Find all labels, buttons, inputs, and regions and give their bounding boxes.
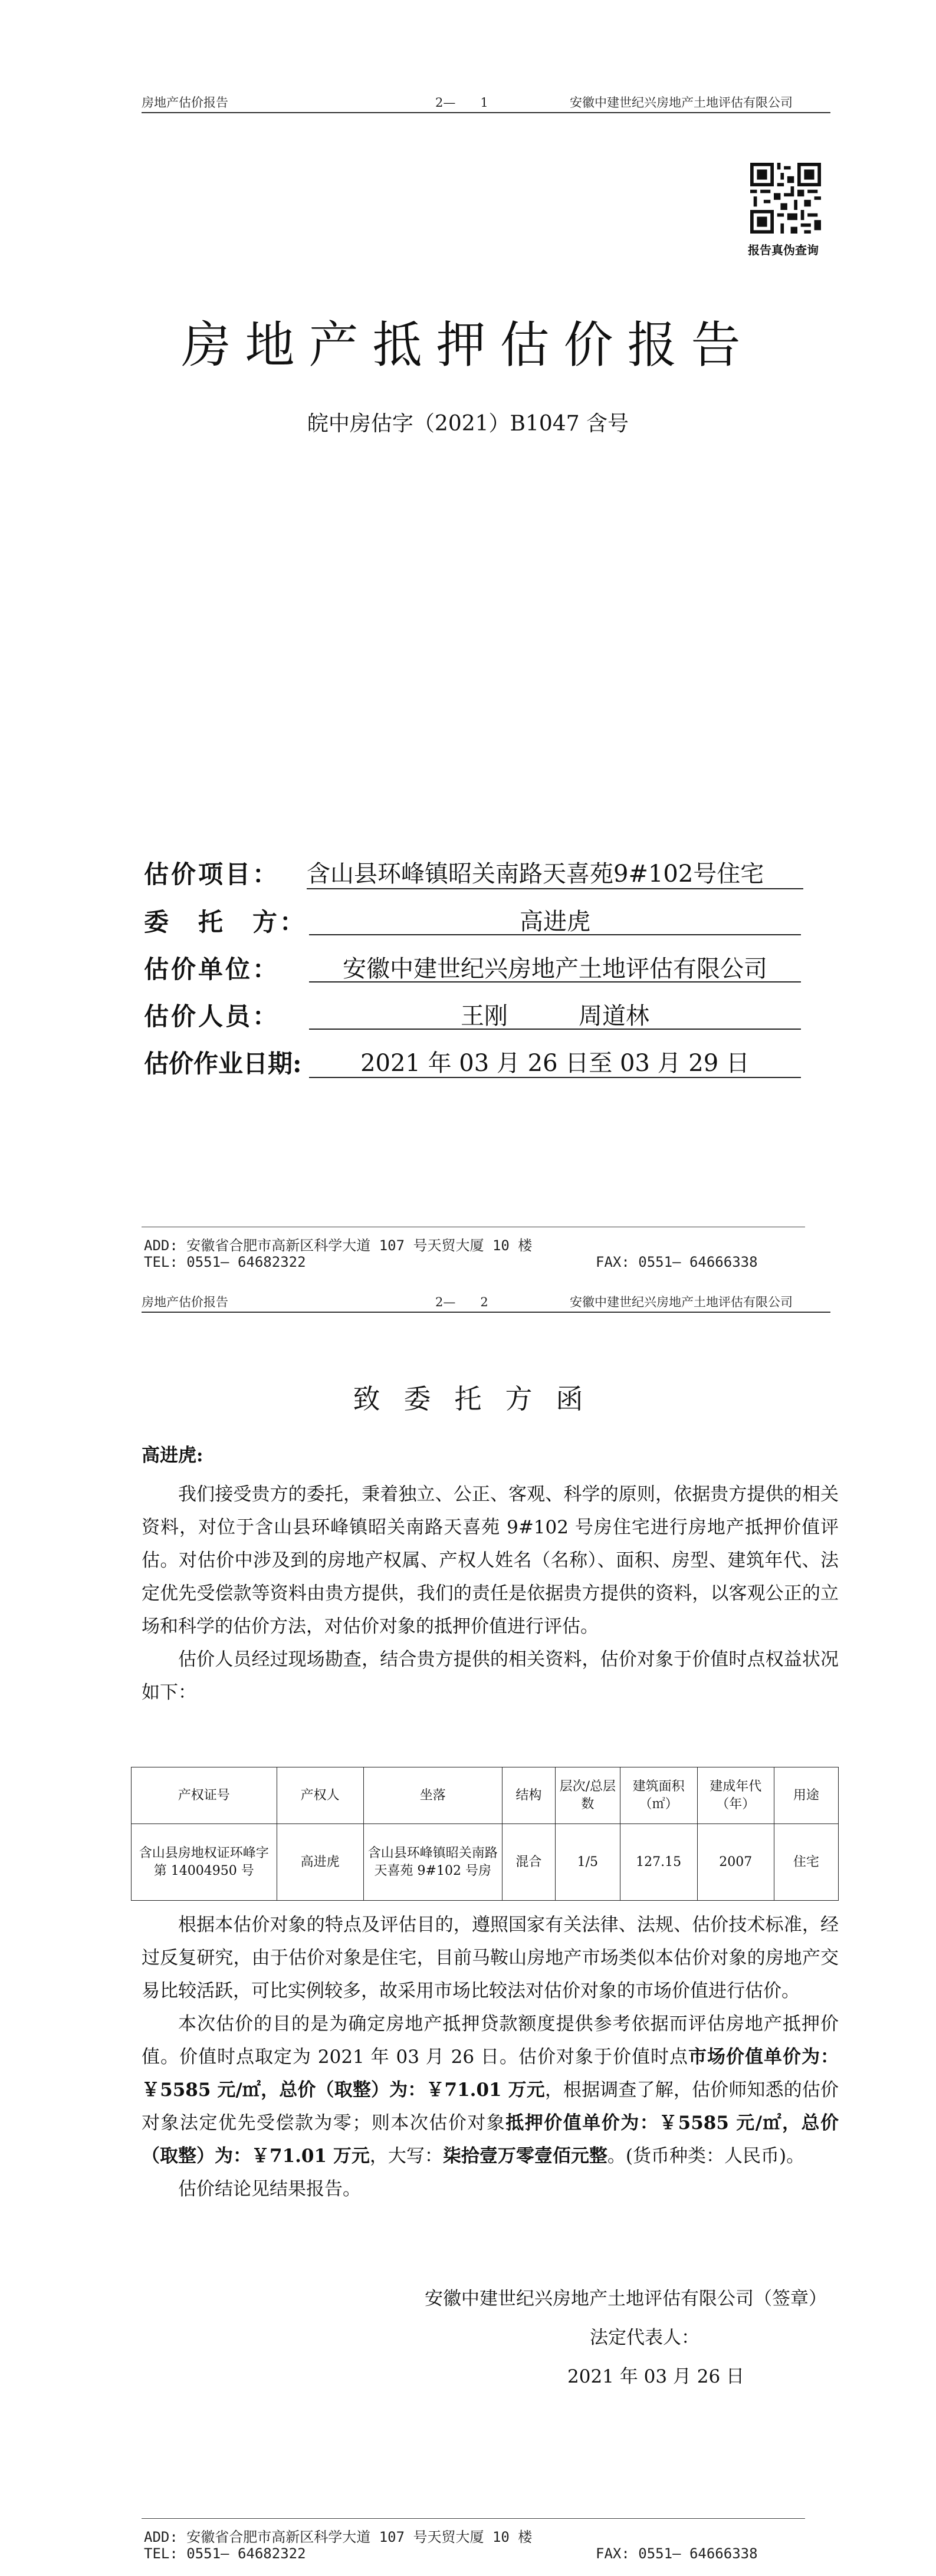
table-cell: 127.15 <box>620 1824 697 1901</box>
table-header-row <box>132 1767 839 1824</box>
field-underline <box>309 934 801 935</box>
document-number: 皖中房估字（2021）B1047 含号 <box>307 412 629 436</box>
market-value-text: 市场价值单价为：￥5585 元/㎡，总价（取整）为：￥71.01 万元 <box>142 2046 839 2101</box>
field-value-client: 高进虎 <box>520 908 590 935</box>
header-page-number: 2— 2 <box>435 1295 488 1309</box>
table-row <box>132 1824 839 1901</box>
table-header-cell: 层次/总层数 <box>555 1767 620 1824</box>
table-cell: 混合 <box>502 1824 555 1901</box>
field-underline <box>307 888 803 889</box>
report-title: 房地产抵押估价报告 <box>181 316 755 374</box>
field-label-project: 估价项目： <box>144 860 280 889</box>
paragraph-method: 根据本估价对象的特点及评估目的，遵照国家有关法律、法规、估价技术标准，经过反复研究，由于估价对象是住宅，目前马鞍山房地产市场类似本估价对象的房地产交易比较活跃，可比实例较多，故采用市场比较法对估价对象的市场价值进行估价。 <box>142 1914 839 2002</box>
header-left: 房地产估价报告 <box>142 96 228 110</box>
field-value-appraisers: 王刚 周道林 <box>461 1003 649 1030</box>
qr-code <box>750 163 821 236</box>
table-cell: 含山县环峰镇昭关南路天喜苑 9#102 号房 <box>363 1824 502 1901</box>
table-cell: 含山县房地权证环峰字第 14004950 号 <box>132 1824 277 1901</box>
letter-body-continued <box>142 1908 839 2206</box>
footer-address: ADD: 安徽省合肥市高新区科学大道 107 号天贸大厦 10 楼 <box>144 1237 533 1254</box>
header-page-number: 2— 1 <box>435 96 488 110</box>
paragraph-inspection: 估价人员经过现场勘查，结合贵方提供的相关资料，估价对象于价值时点权益状况如下： <box>142 1649 839 1703</box>
field-label-work-date: 估价作业日期: <box>144 1049 302 1078</box>
table-header-cell: 建成年代（年） <box>697 1767 774 1824</box>
header-right: 安徽中建世纪兴房地产土地评估有限公司 <box>570 1295 793 1309</box>
field-label-appraisers: 估价人员： <box>144 1002 280 1031</box>
table-cell: 2007 <box>697 1824 774 1901</box>
amount-in-words: 柒拾壹万零壹佰元整 <box>442 2145 607 2167</box>
footer-rule <box>142 2518 805 2519</box>
header-rule <box>142 1312 830 1313</box>
property-summary-table <box>131 1767 839 1901</box>
header-rule <box>142 112 830 113</box>
footer-tel: TEL: 0551— 64682322 <box>144 2545 306 2562</box>
paragraph-conclusion: 本次估价的目的是为确定房地产抵押贷款额度提供参考依据而评估房地产抵押价值。价值时点取定为 2021 年 03 月 26 日。估价对象于价值时点市场价值单价为：￥5585 元/㎡，总价（取整）为：￥71.01 万元，根据调查了解，估价师知悉的估价对象法定优先受偿款为零；则本次估价对象抵押价值单价为：￥5585 元/㎡，总价（取整）为：￥71.01 万元，大写：柒拾壹万零壹佰元整。(货币种类：人民币)。 <box>142 2013 839 2167</box>
paragraph-see-report: 估价结论见结果报告。 <box>178 2179 361 2200</box>
table-header-cell: 产权人 <box>277 1767 363 1824</box>
field-underline <box>309 981 801 983</box>
field-label-client: 委 托 方： <box>144 908 307 937</box>
header-right: 安徽中建世纪兴房地产土地评估有限公司 <box>570 96 793 110</box>
header-left: 房地产估价报告 <box>142 1295 228 1309</box>
field-underline <box>309 1029 801 1030</box>
paragraph-engagement: 我们接受贵方的委托，秉着独立、公正、客观、科学的原则，依据贵方提供的相关资料，对位于含山县环峰镇昭关南路天喜苑 9#102 号房住宅进行房地产抵押价值评估。对估价中涉及到的房地产权属、产权人姓名（名称）、面积、房型、建筑年代、法定优先受偿款等资料由贵方提供，我们的责任是依据贵方提供的资料，以客观公正的立场和科学的估价方法，对估价对象的抵押价值进行评估。 <box>142 1484 839 1637</box>
field-value-work-date: 2021 年 03 月 26 日至 03 月 29 日 <box>360 1050 750 1077</box>
field-value-project: 含山县环峰镇昭关南路天喜苑9#102号住宅 <box>307 860 764 888</box>
signature-company: 安徽中建世纪兴房地产土地评估有限公司（签章） <box>425 2288 827 2309</box>
field-underline <box>309 1077 801 1078</box>
table-cell: 住宅 <box>774 1824 838 1901</box>
footer-tel: TEL: 0551— 64682322 <box>144 1254 306 1270</box>
table-header-cell: 产权证号 <box>132 1767 277 1824</box>
signature-legal-rep: 法定代表人： <box>590 2327 699 2348</box>
letter-title: 致委托方函 <box>353 1383 607 1415</box>
salutation: 高进虎: <box>142 1445 203 1466</box>
footer-fax: FAX: 0551— 64666338 <box>596 1254 758 1270</box>
table-header-cell: 结构 <box>502 1767 555 1824</box>
mortgage-value-text: 抵押价值单价为：￥5585 元/㎡，总价（取整）为：￥71.01 万元 <box>142 2112 839 2167</box>
field-label-appraiser-firm: 估价单位： <box>144 955 280 984</box>
table-header-cell: 用途 <box>774 1767 838 1824</box>
footer-fax: FAX: 0551— 64666338 <box>596 2545 758 2562</box>
qr-code-icon <box>750 163 821 234</box>
signature-date: 2021 年 03 月 26 日 <box>567 2366 745 2387</box>
field-value-appraiser-firm: 安徽中建世纪兴房地产土地评估有限公司 <box>343 955 767 983</box>
footer-address: ADD: 安徽省合肥市高新区科学大道 107 号天贸大厦 10 楼 <box>144 2529 533 2545</box>
qr-caption: 报告真伪查询 <box>748 243 819 257</box>
letter-body <box>142 1478 839 1709</box>
table-cell: 1/5 <box>555 1824 620 1901</box>
table-header-cell: 坐落 <box>363 1767 502 1824</box>
table-header-cell: 建筑面积（㎡） <box>620 1767 697 1824</box>
table-cell: 高进虎 <box>277 1824 363 1901</box>
